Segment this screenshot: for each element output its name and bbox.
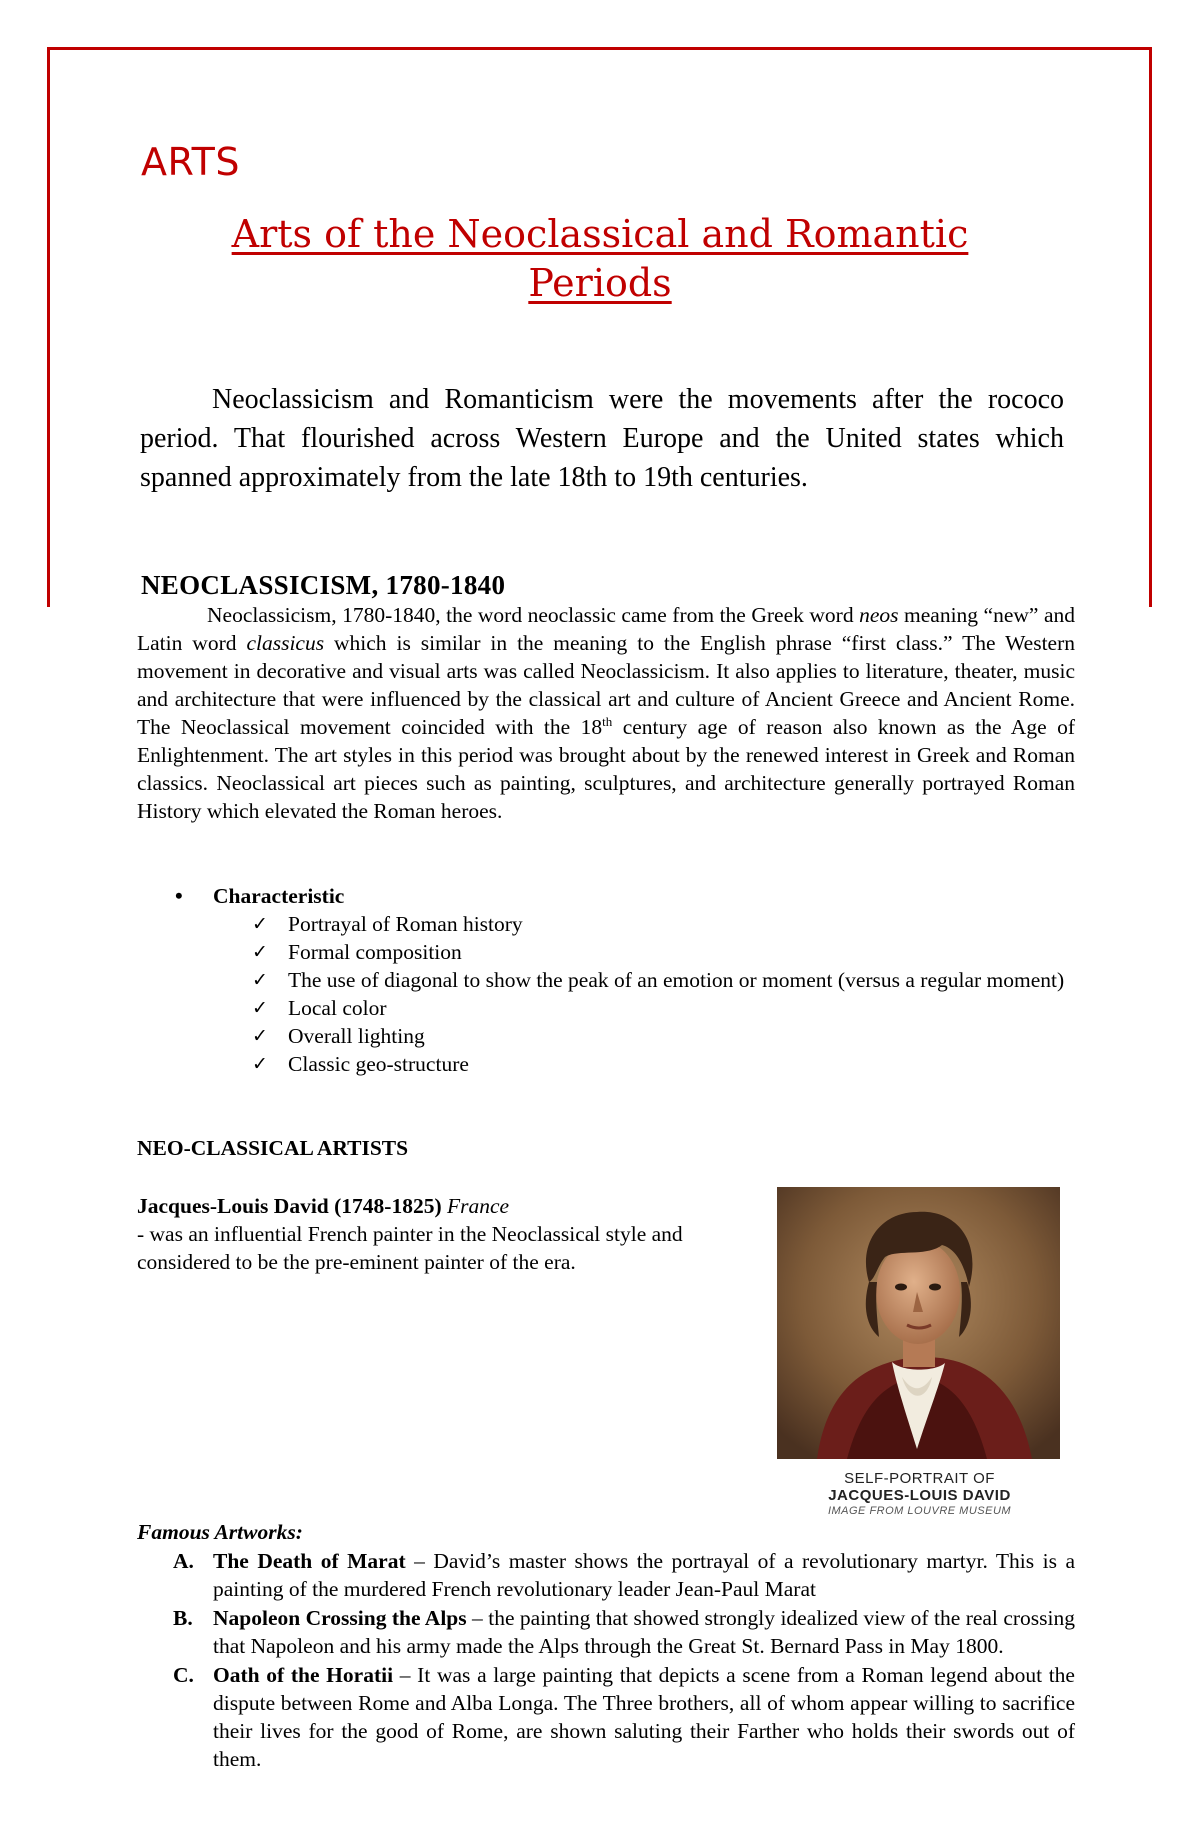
artwork-letter: C. — [173, 1663, 194, 1687]
artwork-letter: A. — [173, 1549, 194, 1573]
neoclassicism-paragraph — [137, 601, 1075, 825]
characteristic-text: Overall lighting — [288, 1024, 425, 1048]
page-title: Arts of the Neoclassical and Romantic Periods — [231, 212, 969, 305]
list-item — [173, 1604, 1075, 1660]
characteristic-text: The use of diagonal to show the peak of an emotion or moment (versus a regular moment) — [288, 968, 1065, 992]
neo-term-neos: neos — [859, 603, 899, 627]
artist-entry — [137, 1192, 777, 1276]
caption-line-3: IMAGE FROM LOUVRE MUSEUM — [827, 1505, 1012, 1517]
artwork-letter: B. — [173, 1606, 193, 1630]
intro-paragraph: Neoclassicism and Romanticism were the movements after the rococo period. That flourished across Western Europe and the United states which spanned approximately from the late 18th to 19th centuries. — [140, 384, 1064, 493]
artwork-body — [213, 1661, 1075, 1773]
characteristic-text: Local color — [288, 996, 387, 1020]
list-item — [252, 910, 1085, 938]
neoclassicism-heading: NEOCLASSICISM, 1780-1840 — [141, 570, 506, 600]
artwork-title: The Death of Marat — [213, 1549, 406, 1573]
bullet-icon: • — [175, 883, 183, 908]
checkmark-icon: ✓ — [252, 941, 268, 963]
artist-title-line — [137, 1192, 777, 1220]
portrait-figure — [777, 1187, 1062, 1518]
list-item — [252, 966, 1085, 994]
artists-heading: NEO-CLASSICAL ARTISTS — [137, 1136, 409, 1160]
portrait-caption — [777, 1470, 1062, 1518]
checkmark-icon: ✓ — [252, 1053, 268, 1075]
list-item — [252, 1050, 1085, 1078]
list-item — [173, 1547, 1075, 1603]
characteristic-text: Portrayal of Roman history — [288, 912, 523, 936]
artist-name: Jacques-Louis David (1748-1825) — [137, 1194, 442, 1218]
artwork-description: – David’s master shows the portrayal of a revolutionary martyr. This is a painting of the murdered French revolutionary leader Jean-Paul Marat — [213, 1549, 1075, 1601]
checkmark-icon: ✓ — [252, 1025, 268, 1047]
characteristic-list — [175, 910, 1085, 1078]
caption-line-1: SELF-PORTRAIT OF — [844, 1470, 995, 1487]
characteristic-text: Formal composition — [288, 940, 462, 964]
checkmark-icon: ✓ — [252, 969, 268, 991]
artwork-title: Napoleon Crossing the Alps — [213, 1606, 467, 1630]
arts-heading: ARTS — [141, 140, 240, 184]
neo-text-3: which is similar in the meaning to the English phrase “first class.” The Western movement in decorative and visual arts was called Neoclassicism. It also applies to literature, theater, music and architecture that were influenced by the classical art and culture of Ancient Greece and Ancient Rome. The Neoclassical movement coincided with the 18 — [137, 631, 1076, 739]
list-item — [252, 1022, 1085, 1050]
artwork-body — [213, 1547, 1075, 1603]
portrait-illustration — [777, 1187, 1060, 1459]
neo-term-classicus: classicus — [246, 631, 325, 655]
checkmark-icon: ✓ — [252, 997, 268, 1019]
neo-superscript: th — [602, 713, 613, 729]
artist-country: France — [446, 1194, 510, 1218]
neo-text-1: Neoclassicism, 1780-1840, the word neoclassic came from the Greek word — [207, 603, 860, 627]
neo-text-4: century age of reason also known as the Age of Enlightenment. The art styles in this period was brought about by the renewed interest in Greek and Roman classics. Neoclassical art pieces such as painting, sculptures, and architecture generally portrayed Roman History which elevated the Roman heroes. — [137, 715, 1075, 823]
artwork-description: – the painting that showed strongly idealized view of the real crossing that Napoleon and his army made the Alps through the Great St. Bernard Pass in May 1800. — [213, 1606, 1075, 1658]
characteristic-heading — [175, 882, 1085, 910]
artist-description: - was an influential French painter in the Neoclassical style and considered to be the pre-eminent painter of the era. — [137, 1222, 683, 1274]
artwork-description: – It was a large painting that depicts a scene from a Roman legend about the dispute between Rome and Alba Longa. The Three brothers, all of whom appear willing to sacrifice their lives for the good of Rome, are shown saluting their Farther who holds their swords out of them. — [213, 1663, 1075, 1771]
characteristic-text: Classic geo-structure — [288, 1052, 469, 1076]
list-item — [173, 1661, 1075, 1773]
artwork-title: Oath of the Horatii — [213, 1663, 394, 1687]
characteristic-label: Characteristic — [213, 884, 345, 908]
checkmark-icon: ✓ — [252, 913, 268, 935]
caption-line-2: JACQUES-LOUIS DAVID — [828, 1487, 1011, 1504]
list-item — [252, 938, 1085, 966]
red-border-frame — [47, 47, 1152, 607]
artwork-body — [213, 1604, 1075, 1660]
portrait-image — [777, 1187, 1060, 1459]
artwork-list — [173, 1547, 1075, 1774]
characteristic-section — [175, 882, 1085, 1078]
neo-text-2: meaning “new” and Latin word — [137, 603, 1075, 655]
famous-artworks-heading: Famous Artworks: — [137, 1520, 303, 1544]
list-item — [252, 994, 1085, 1022]
